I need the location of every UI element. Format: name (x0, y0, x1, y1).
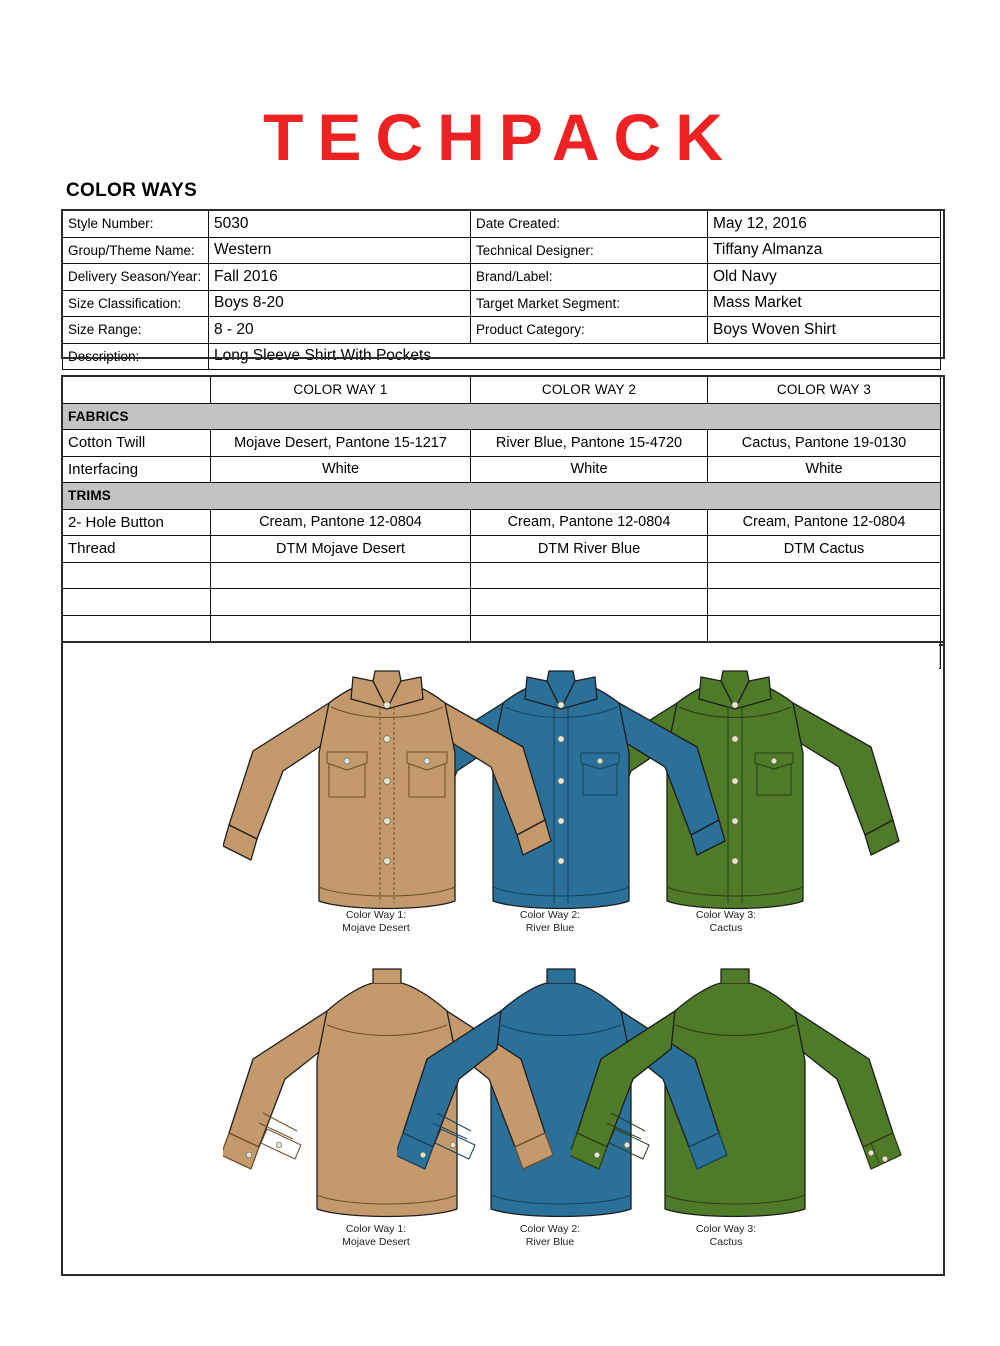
caption-line-1: Color Way 1: (345, 1223, 407, 1235)
material-cw3 (708, 615, 941, 642)
colorway-sketch-panel (63, 643, 939, 1270)
trims-group-row (63, 483, 941, 510)
back-crossing-sleeve-cactus (571, 963, 911, 1231)
table-row (63, 264, 941, 291)
material-cw3 (708, 562, 941, 589)
front-caption-2 (465, 909, 635, 935)
info-label: Size Classification: (63, 290, 209, 317)
table-row (63, 317, 941, 344)
caption-line-1: Color Way 2: (519, 909, 581, 921)
info-value: May 12, 2016 (708, 211, 941, 238)
description-value: Long Sleeve Shirt With Pockets (209, 343, 941, 370)
info-label: Target Market Segment: (471, 290, 708, 317)
colorway-header-3: COLOR WAY 3 (708, 377, 941, 404)
table-row (63, 430, 941, 457)
info-value: 8 - 20 (209, 317, 471, 344)
material-cw2 (471, 589, 708, 616)
material-cw2 (471, 562, 708, 589)
caption-line-1: Color Way 3: (695, 909, 757, 921)
colorway-corner-cell (63, 377, 211, 404)
caption-line-1: Color Way 2: (519, 1223, 581, 1235)
caption-line-2: River Blue (525, 1236, 575, 1248)
style-info-table (62, 210, 941, 370)
trims-group-label: TRIMS (63, 483, 941, 510)
colorway-table (62, 376, 941, 669)
fabrics-group-label: FABRICS (63, 403, 941, 430)
material-cw2 (471, 615, 708, 642)
info-label: Style Number: (63, 211, 209, 238)
caption-line-2: Mojave Desert (342, 1236, 410, 1248)
info-label: Technical Designer: (471, 237, 708, 264)
info-value: Western (209, 237, 471, 264)
caption-line-2: Cactus (709, 922, 743, 934)
material-cw1: DTM Mojave Desert (211, 536, 471, 563)
back-caption-2 (465, 1223, 635, 1249)
table-row (63, 562, 941, 589)
info-value: Old Navy (708, 264, 941, 291)
table-row (63, 509, 941, 536)
caption-line-2: Cactus (709, 1236, 743, 1248)
material-label (63, 615, 211, 642)
material-cw3: Cream, Pantone 12-0804 (708, 509, 941, 536)
front-caption-3 (641, 909, 811, 935)
material-label: 2- Hole Button (63, 509, 211, 536)
table-row (63, 536, 941, 563)
material-cw2: White (471, 456, 708, 483)
front-shirt-mojave-desert (223, 655, 563, 923)
info-label: Size Range: (63, 317, 209, 344)
material-cw1 (211, 562, 471, 589)
material-cw1: Mojave Desert, Pantone 15-1217 (211, 430, 471, 457)
info-value: Boys Woven Shirt (708, 317, 941, 344)
back-sketch-row (63, 955, 939, 1255)
material-cw3: Cactus, Pantone 19-0130 (708, 430, 941, 457)
caption-line-1: Color Way 3: (695, 1223, 757, 1235)
caption-line-2: River Blue (525, 922, 575, 934)
colorway-header-2: COLOR WAY 2 (471, 377, 708, 404)
material-cw2: DTM River Blue (471, 536, 708, 563)
material-cw1: White (211, 456, 471, 483)
table-row (63, 211, 941, 238)
material-cw3 (708, 589, 941, 616)
back-caption-3 (641, 1223, 811, 1249)
table-row (63, 456, 941, 483)
colorway-header-row (63, 377, 941, 404)
material-cw1 (211, 589, 471, 616)
front-caption-1 (291, 909, 461, 935)
fabrics-group-row (63, 403, 941, 430)
description-label: Description: (63, 343, 209, 370)
material-cw3: DTM Cactus (708, 536, 941, 563)
material-label: Cotton Twill (63, 430, 211, 457)
caption-line-1: Color Way 1: (345, 909, 407, 921)
info-value: 5030 (209, 211, 471, 238)
material-label (63, 589, 211, 616)
info-value: Fall 2016 (209, 264, 471, 291)
table-row (63, 237, 941, 264)
info-label: Delivery Season/Year: (63, 264, 209, 291)
info-value: Mass Market (708, 290, 941, 317)
material-label (63, 562, 211, 589)
table-row (63, 615, 941, 642)
caption-line-2: Mojave Desert (342, 922, 410, 934)
front-sketch-row (63, 647, 939, 947)
info-label: Product Category: (471, 317, 708, 344)
material-cw1 (211, 615, 471, 642)
back-caption-1 (291, 1223, 461, 1249)
material-label: Interfacing (63, 456, 211, 483)
table-row-description (63, 343, 941, 370)
info-label: Date Created: (471, 211, 708, 238)
info-label: Brand/Label: (471, 264, 708, 291)
info-value: Boys 8-20 (209, 290, 471, 317)
page-title: TECHPACK (263, 100, 737, 174)
section-heading: COLOR WAYS (66, 180, 198, 201)
material-cw3: White (708, 456, 941, 483)
table-row (63, 589, 941, 616)
info-value: Tiffany Almanza (708, 237, 941, 264)
info-label: Group/Theme Name: (63, 237, 209, 264)
material-cw2: Cream, Pantone 12-0804 (471, 509, 708, 536)
material-cw2: River Blue, Pantone 15-4720 (471, 430, 708, 457)
colorway-header-1: COLOR WAY 1 (211, 377, 471, 404)
table-row (63, 290, 941, 317)
material-label: Thread (63, 536, 211, 563)
material-cw1: Cream, Pantone 12-0804 (211, 509, 471, 536)
